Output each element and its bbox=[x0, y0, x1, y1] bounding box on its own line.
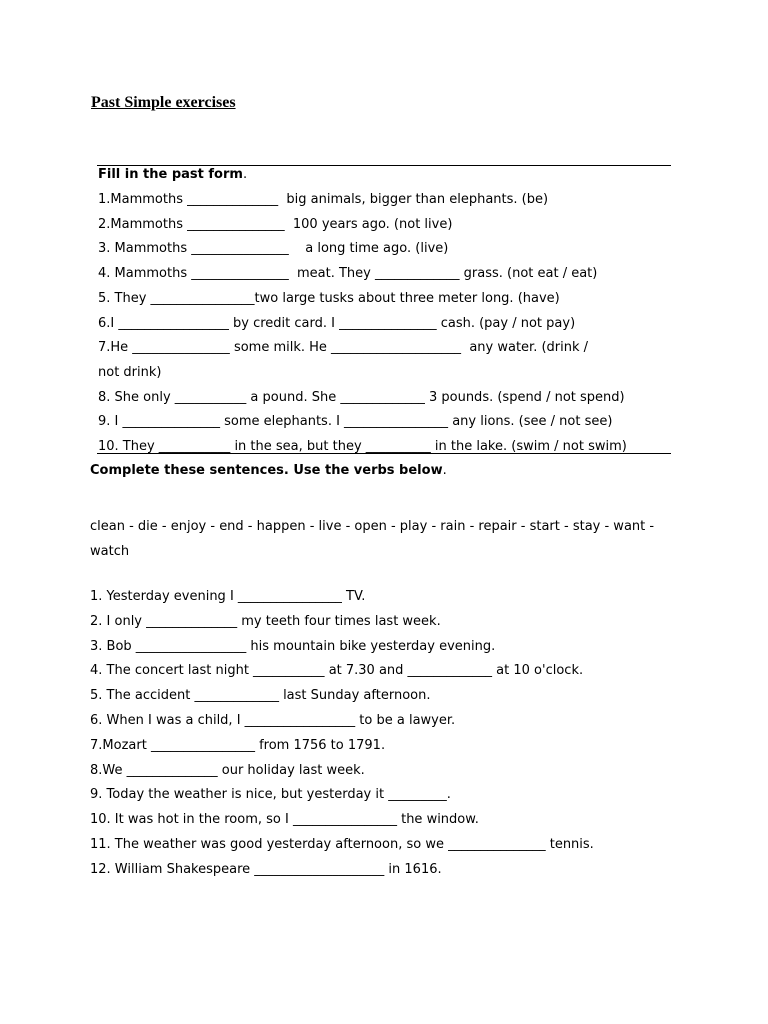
sentence-line: 12. William Shakespeare ____________________ in 1616. bbox=[90, 861, 442, 877]
sentence-line: 2. I only ______________ my teeth four times last week. bbox=[90, 613, 441, 629]
page-title: Past Simple exercises bbox=[91, 94, 236, 111]
exercise-line: 6.I _________________ by credit card. I _______________ cash. (pay / not pay) bbox=[98, 315, 576, 331]
sentence-line: 1. Yesterday evening I ________________ TV. bbox=[90, 589, 366, 604]
sentence-line: 5. The accident _____________ last Sunday afternoon. bbox=[90, 688, 431, 704]
exercise-line: 7.He _______________ some milk. He ____________________ any water. (drink / bbox=[98, 340, 589, 356]
exercise-line: 8. She only ___________ a pound. She _____________ 3 pounds. (spend / not spend) bbox=[98, 389, 625, 405]
exercise-line: 1.Mammoths ______________ big animals, bigger than elephants. (be) bbox=[98, 192, 549, 207]
section-heading bbox=[98, 167, 247, 183]
sentence-line: 8.We ______________ our holiday last week. bbox=[90, 762, 365, 778]
exercise-line: 3. Mammoths _______________ a long time ago. (live) bbox=[98, 241, 449, 257]
section-heading-text: Fill in the past form bbox=[98, 167, 243, 182]
exercise-line-continued: not drink) bbox=[98, 364, 162, 380]
sentence-line: 6. When I was a child, I _________________ to be a lawyer. bbox=[90, 713, 456, 728]
section2-heading-period: . bbox=[442, 463, 447, 478]
sentence-line: 10. It was hot in the room, so I ________________ the window. bbox=[90, 812, 479, 828]
exercise-line: 9. I _______________ some elephants. I ________________ any lions. (see / not see) bbox=[98, 414, 613, 430]
top-divider bbox=[97, 165, 671, 166]
section2-heading-text: Complete these sentences. Use the verbs below bbox=[90, 463, 443, 478]
bottom-divider bbox=[97, 453, 671, 454]
sentence-line: 11. The weather was good yesterday afternoon, so we _______________ tennis. bbox=[90, 837, 594, 852]
sentence-line: 3. Bob _________________ his mountain bike yesterday evening. bbox=[90, 638, 496, 654]
exercise-line: 4. Mammoths _______________ meat. They _____________ grass. (not eat / eat) bbox=[98, 266, 598, 282]
sentence-line: 7.Mozart ________________ from 1756 to 1791. bbox=[90, 737, 386, 753]
verb-list: clean - die - enjoy - end - happen - live - open - play - rain - repair - start - stay - want - watch bbox=[90, 519, 655, 559]
sentence-line: 9. Today the weather is nice, but yesterday it _________. bbox=[90, 787, 451, 803]
exercise-line: 5. They ________________two large tusks about three meter long. (have) bbox=[98, 290, 560, 306]
sentence-line: 4. The concert last night ___________ at 7.30 and _____________ at 10 o'clock. bbox=[90, 663, 584, 679]
section-heading-period: . bbox=[242, 167, 248, 182]
exercise-line: 2.Mammoths _______________ 100 years ago. (not live) bbox=[98, 216, 453, 232]
section2-heading bbox=[90, 463, 447, 479]
exercise-line: 10. They ___________ in the sea, but they __________ in the lake. (swim / not swim) bbox=[98, 439, 627, 454]
